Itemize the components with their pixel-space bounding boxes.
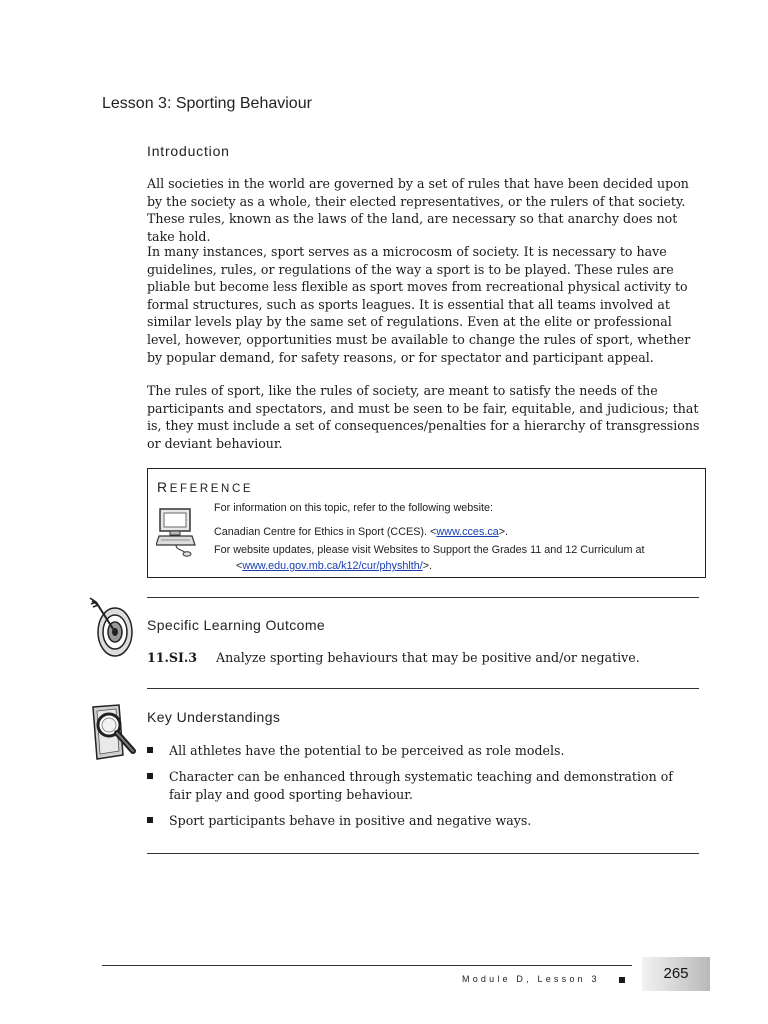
bullet-icon: [147, 747, 153, 753]
introduction-heading: Introduction: [147, 143, 230, 159]
page-number: 265: [663, 965, 689, 982]
lesson-title: Lesson 3: Sporting Behaviour: [102, 95, 312, 112]
list-item: Character can be enhanced through systematic teaching and demonstration of fair play and good sporting behaviour.: [147, 768, 687, 804]
cces-link[interactable]: www.cces.ca: [436, 526, 499, 538]
curriculum-link[interactable]: www.edu.gov.mb.ca/k12/cur/physhlth/: [242, 560, 423, 572]
intro-paragraph-2: In many instances, sport serves as a microcosm of society. It is necessary to have guidelines, rules, or regulations of the way a sport is to be played. These rules are pliable but become less flexible as sport moves from recreational physical activity to formal structures, such as sports leagues. It is essential that all teams involved at similar levels play by the same set of regulations. Even at the elite or professional level, however, opportunities must be available to change the rules of sport, whether by popular demand, for safety reasons, or for spectator and participant appeal.: [147, 244, 691, 365]
divider: [147, 597, 699, 598]
reference-line: For information on this topic, refer to the following website:: [214, 502, 494, 514]
list-item: Sport participants behave in positive and negative ways.: [147, 812, 687, 830]
reference-url-line: <www.edu.gov.mb.ca/k12/cur/physhlth/>.: [236, 560, 433, 572]
list-item: All athletes have the potential to be perceived as role models.: [147, 742, 687, 760]
footer-module-label: Module D, Lesson 3: [462, 974, 600, 984]
computer-icon: [156, 505, 196, 557]
key-understandings-list: [147, 742, 687, 838]
footer-rule: [102, 965, 632, 966]
reference-box: [147, 468, 706, 578]
reference-updates-line: For website updates, please visit Websites to Support the Grades 11 and 12 Curriculum at: [214, 544, 645, 556]
outcome-code: 11.SI.3: [147, 650, 198, 665]
target-icon: [87, 592, 135, 658]
reference-title: REFERENCE: [157, 479, 254, 495]
outcome-text: Analyze sporting behaviours that may be positive and/or negative.: [216, 650, 640, 665]
magnifying-glass-icon: [89, 703, 141, 761]
footer-bullet-icon: [619, 977, 625, 983]
outcome-heading: Specific Learning Outcome: [147, 617, 326, 633]
intro-paragraph-3: The rules of sport, like the rules of society, are meant to satisfy the needs of the participants and spectators, and must be seen to be fair, equitable, and judicious; that is, they must include a set of consequences/penalties for a hierarchy of transgressions or deviant behaviour.: [147, 383, 700, 451]
reference-cces-line: Canadian Centre for Ethics in Sport (CCES). <www.cces.ca>.: [214, 526, 509, 538]
bullet-icon: [147, 773, 153, 779]
divider: [147, 688, 699, 689]
page-number-box: [642, 957, 710, 991]
bullet-icon: [147, 817, 153, 823]
key-understandings-heading: Key Understandings: [147, 709, 281, 725]
divider: [147, 853, 699, 854]
intro-paragraph-1: All societies in the world are governed by a set of rules that have been decided upon by the society as a whole, their elected representatives, or the rulers of that society. These rules, known as the laws of the land, are necessary so that anarchy does not take hold.: [147, 176, 689, 244]
